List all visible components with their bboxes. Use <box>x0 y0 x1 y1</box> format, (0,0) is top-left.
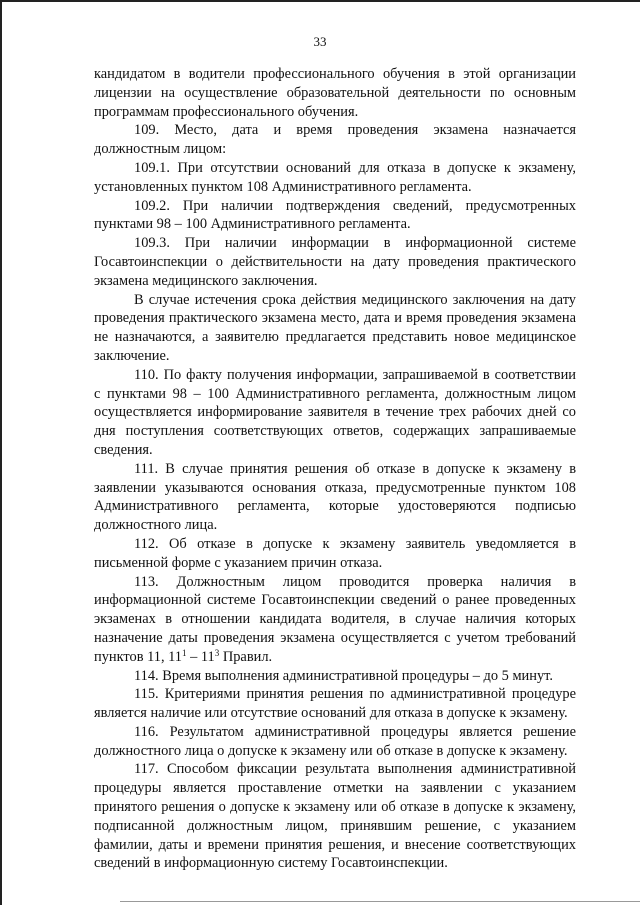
paragraph-medical-expiry: В случае истечения срока действия медицинского заключения на дату проведения практического экзамена место, дата и время проведения экзамена не назначаются, а заявителю предлагается представить новое медицинское заключение. <box>94 291 576 364</box>
document-body <box>94 65 576 873</box>
paragraph-114: 114. Время выполнения административной процедуры – до 5 минут. <box>134 667 553 684</box>
paragraph-109-2: 109.2. При наличии подтверждения сведений, предусмотренных пунктами 98 – 100 Административного регламента. <box>94 197 576 233</box>
paragraph-111: 111. В случае принятия решения об отказе в допуске к экзамену в заявлении указываются основания отказа, предусмотренные пунктом 108 Административного регламента, которые удостоверяются подписью должностного лица. <box>94 460 576 534</box>
scan-edge-bottom <box>120 901 640 902</box>
paragraph-113 <box>94 573 576 667</box>
superscript-1: 1 <box>182 647 187 658</box>
scan-edge-left <box>0 0 2 905</box>
paragraph-115: 115. Критериями принятия решения по административной процедуре является наличие или отсутствие оснований для отказа в допуске к экзамену. <box>94 686 576 722</box>
scan-edge-top <box>0 0 640 2</box>
paragraph-113-text: 113. Должностным лицом проводится проверка наличия в информационной системе Госавтоинспекции сведений о ранее проведенных экзаменах в отношении кандидата водителя, в случае наличия которых назначение даты проведения экзамена осуществляется с учетом требований пунктов 11, 11 <box>94 573 576 665</box>
page-number: 33 <box>313 34 327 49</box>
paragraph-113-end: Правил. <box>219 648 273 665</box>
paragraph-112: 112. Об отказе в допуске к экзамену заявитель уведомляется в письменной форме с указанием причин отказа. <box>94 535 576 571</box>
paragraph-117: 117. Способом фиксации результата выполнения административной процедуры является проставление отметки на заявлении с указанием принятого решения о допуске к экзамену или об отказе в допуске к экзамену, подписанной должностным лицом, принявшим решение, с указанием фамилии, даты и времени принятия решения, и внесение соответствующих сведений в информационную систему Госавтоинспекции. <box>94 761 576 872</box>
paragraph-110: 110. По факту получения информации, запрашиваемой в соответствии с пунктами 98 – 100 Административного регламента, должностным лицом осуществляется информирование заявителя в течение трех рабочих дней со дня поступления соответствующих ответов, содержащих запрашиваемые сведения. <box>94 366 576 458</box>
paragraph-109-1: 109.1. При отсутствии оснований для отказа в допуске к экзамену, установленных пунктом 108 Административного регламента. <box>94 159 576 195</box>
paragraph-109: 109. Место, дата и время проведения экзамена назначается должностным лицом: <box>94 122 576 158</box>
paragraph-116: 116. Результатом административной процедуры является решение должностного лица о допуске к экзамену или об отказе в допуске к экзамену. <box>94 723 576 759</box>
superscript-3: 3 <box>214 647 220 658</box>
paragraph-continuation: кандидатом в водители профессионального обучения в этой организации лицензии на осуществление образовательной деятельности по основным программам профессионального обучения. <box>94 66 576 120</box>
paragraph-109-3: 109.3. При наличии информации в информационной системе Госавтоинспекции о действительности на дату проведения практического экзамена медицинского заключения. <box>94 235 576 289</box>
paragraph-113-dash: – 11 <box>186 648 215 665</box>
